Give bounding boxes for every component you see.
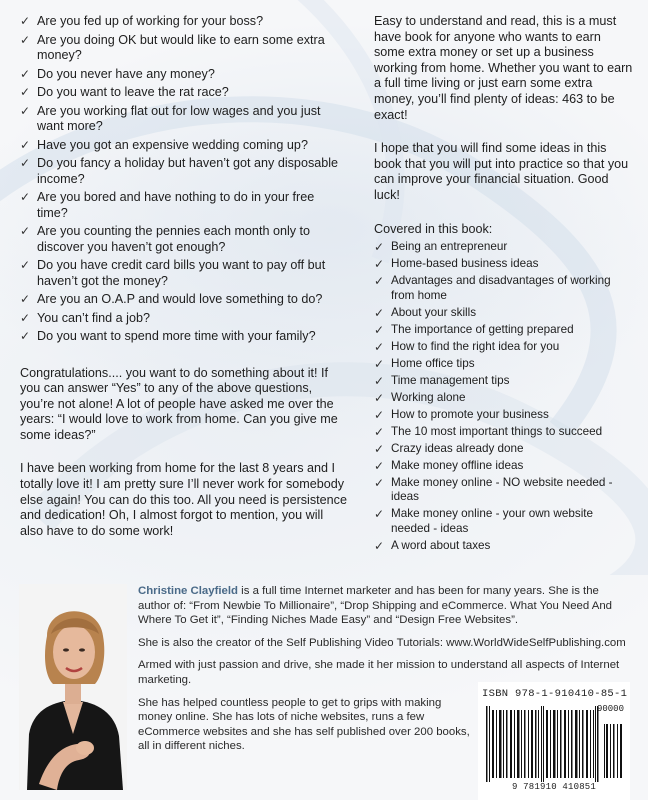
list-item: ✓ Crazy ideas already done xyxy=(374,441,524,456)
list-item: ✓ How to find the right idea for you xyxy=(374,339,560,354)
list-item: ✓ The 10 most important things to succeed xyxy=(374,424,603,439)
covered-heading: Covered in this book: xyxy=(374,221,493,236)
checkmark-icon: ✓ xyxy=(20,32,31,47)
checkmark-icon: ✓ xyxy=(374,475,385,490)
barcode-bars xyxy=(480,702,628,782)
question-list xyxy=(20,14,348,345)
checkmark-icon: ✓ xyxy=(374,373,385,388)
right-column xyxy=(374,14,634,556)
list-item: ✓ Do you fancy a holiday but haven’t got any disposable income? xyxy=(20,156,339,186)
list-item: ✓ Do you want to spend more time with your family? xyxy=(20,329,316,343)
checkmark-icon: ✓ xyxy=(20,190,31,204)
list-item: ✓ You can’t find a job? xyxy=(20,310,150,325)
checkmark-icon: ✓ xyxy=(20,292,31,306)
checkmark-icon: ✓ xyxy=(374,424,385,439)
list-item: ✓ Are you an O.A.P and would love something to do? xyxy=(20,292,323,306)
list-item: ✓ A word about taxes xyxy=(374,538,491,553)
list-item: ✓ Home office tips xyxy=(374,356,475,371)
author-section xyxy=(0,576,648,800)
list-item: ✓ Are you doing OK but would like to earn some extra money? xyxy=(20,32,325,62)
bio-mission: Armed with just passion and drive, she made it her mission to understand all aspects of Internet marketing. xyxy=(138,659,620,686)
hope-paragraph: I hope that you will find some ideas in this book that you will put into practice so that you can improve your financial situation. Good luck! xyxy=(374,141,629,202)
checkmark-icon: ✓ xyxy=(374,407,385,422)
checkmark-icon: ✓ xyxy=(20,156,31,170)
isbn-label: ISBN 978-1-910410-85-1 xyxy=(482,688,628,700)
experience-paragraph: I have been working from home for the last 8 years and I totally love it! I am pretty sure I’ll never work for somebody else again! You can do this too. All you need is persistence and dedication! Oh, I almost forgot to mention, you will also have to do some work! xyxy=(20,461,347,538)
checkmark-icon: ✓ xyxy=(374,322,385,337)
author-photo xyxy=(19,584,127,790)
checkmark-icon: ✓ xyxy=(20,66,31,81)
list-item: ✓ Are you fed up of working for your boss? xyxy=(20,14,264,28)
checkmark-icon: ✓ xyxy=(20,329,31,343)
intro-paragraph: Congratulations.... you want to do something about it! If you can answer “Yes” to any of the above questions, you’re not alone! A lot of people have asked me over the years: “I would love to work from home. Can you give me some ideas?” xyxy=(20,365,338,442)
isbn-barcode xyxy=(478,682,630,800)
list-item: ✓ Advantages and disadvantages of working from home xyxy=(374,274,611,302)
list-item: ✓ Do you have credit card bills you want to pay off but haven’t got the money? xyxy=(20,258,326,288)
list-item: ✓ Home-based business ideas xyxy=(374,257,539,272)
checkmark-icon: ✓ xyxy=(374,257,385,272)
checkmark-icon: ✓ xyxy=(20,85,31,99)
checkmark-icon: ✓ xyxy=(20,14,31,28)
checkmark-icon: ✓ xyxy=(374,441,385,456)
list-item: ✓ Working alone xyxy=(374,390,466,405)
list-item: ✓ Are you counting the pennies each month only to discover you haven’t got enough? xyxy=(20,224,311,254)
list-item: ✓ Are you bored and have nothing to do in your free time? xyxy=(20,190,315,220)
list-item: ✓ Make money offline ideas xyxy=(374,458,524,473)
author-name: Christine Clayfield xyxy=(138,585,239,597)
bio-intro: Christine Clayfield is a full time Internet marketer and has been for many years. She is the author of: “From Newbie To Millionaire”, “Drop Shipping and eCommerce. What You Need And Where To Get it”, “Finding Niches Made Easy” and “Design Free Websites”. xyxy=(138,585,612,627)
list-item: ✓ About your skills xyxy=(374,305,477,320)
barcode-number: 9 781910 410851 xyxy=(511,782,596,792)
list-item: ✓ Do you want to leave the rat race? xyxy=(20,85,229,99)
checkmark-icon: ✓ xyxy=(374,305,385,320)
checkmark-icon: ✓ xyxy=(374,356,385,371)
checkmark-icon: ✓ xyxy=(374,274,385,289)
bio-achievements: She has helped countless people to get to grips with making money online. She has lots of niche websites, runs a few eCommerce websites and she has self published over 200 books, all in different niches. xyxy=(138,696,470,753)
price-code: 90000 xyxy=(596,704,624,714)
checkmark-icon: ✓ xyxy=(20,137,31,152)
list-item: ✓ Make money online - your own website needed - ideas xyxy=(374,507,594,535)
bio-tutorials: She is also the creator of the Self Publishing Video Tutorials: www.WorldWideSelfPublishing.com xyxy=(138,636,626,649)
list-item: ✓ Are you working flat out for low wages and you just want more? xyxy=(20,103,321,133)
list-item: ✓ The importance of getting prepared xyxy=(374,322,574,337)
checkmark-icon: ✓ xyxy=(374,507,385,522)
description-paragraph: Easy to understand and read, this is a must have book for anyone who wants to earn some extra money or set up a business working from home. Whether you want to earn a full time living or just earn some extra money, you’ll find plenty of ideas: 463 to be exact! xyxy=(374,14,633,122)
list-item: ✓ Do you never have any money? xyxy=(20,66,215,81)
checkmark-icon: ✓ xyxy=(20,103,31,118)
list-item: ✓ How to promote your business xyxy=(374,407,549,422)
checkmark-icon: ✓ xyxy=(374,240,385,255)
checkmark-icon: ✓ xyxy=(374,458,385,473)
checkmark-icon: ✓ xyxy=(20,224,31,238)
list-item: ✓ Make money online - NO website needed - ideas xyxy=(374,475,613,504)
covered-list xyxy=(374,240,634,553)
checkmark-icon: ✓ xyxy=(374,339,385,354)
checkmark-icon: ✓ xyxy=(374,390,385,405)
list-item: ✓ Have you got an expensive wedding coming up? xyxy=(20,137,308,152)
checkmark-icon: ✓ xyxy=(20,310,31,325)
checkmark-icon: ✓ xyxy=(374,538,385,553)
checkmark-icon: ✓ xyxy=(20,258,31,272)
list-item: ✓ Time management tips xyxy=(374,373,510,388)
left-column xyxy=(20,14,348,539)
list-item: ✓ Being an entrepreneur xyxy=(374,240,508,255)
